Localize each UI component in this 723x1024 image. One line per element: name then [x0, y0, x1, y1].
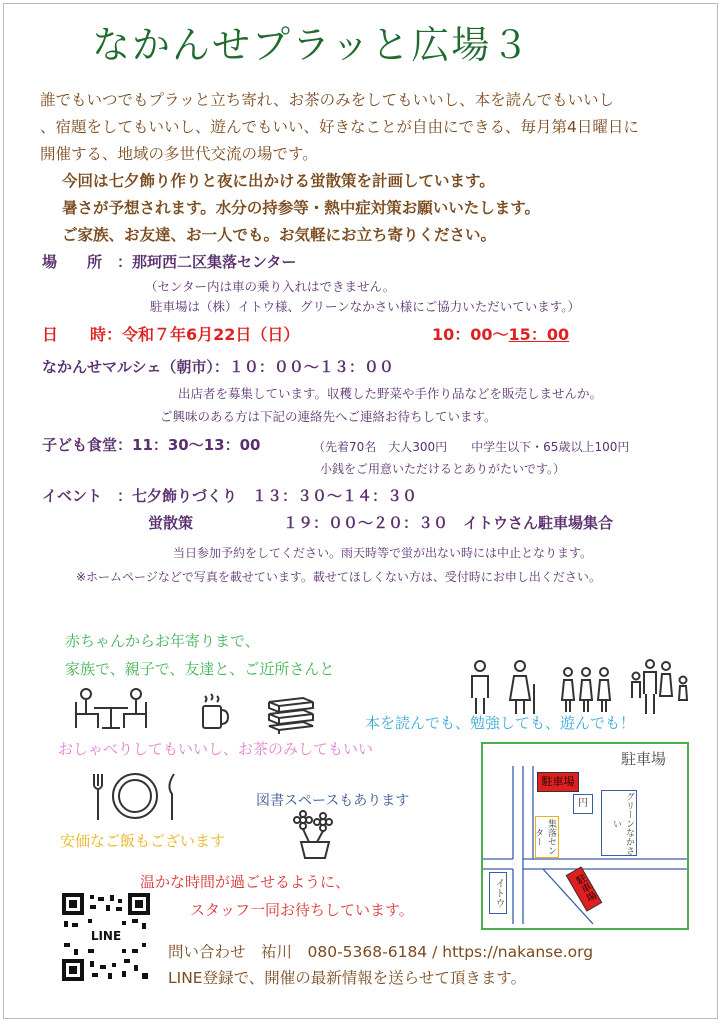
venue-note-1: （センター内は車の乗り入れはできません。 [145, 279, 396, 294]
map-green-store: グリーンなかさい [601, 790, 637, 856]
meal-text: 安価なご飯もございます [60, 832, 226, 850]
family-icon [468, 658, 698, 718]
venue-note-2: 駐車場は（株）イトウ様、グリーンなかさい様にご協力いただいています。） [150, 299, 581, 314]
qr-label: LINE [90, 929, 122, 943]
library-text: 図書スペースもあります [256, 793, 410, 809]
map-parking-2: 駐車場 [566, 866, 603, 911]
marche-note-1: 出店者を募集しています。収穫した野菜や手作り品などを販売しませんか。 [178, 386, 603, 401]
greeting-line-1: 赤ちゃんからお年寄りまで、 [65, 632, 260, 650]
table-chairs-icon [72, 688, 150, 732]
chat-text: おしゃべりしてもいいし、お茶のみしてもいい [58, 740, 374, 758]
marche-note-2: ご興味のある方は下記の連絡先へご連絡お待ちしています。 [160, 409, 497, 424]
events-note-1: 当日参加予約をしてください。雨天時等で蛍が出ない時には中止となります。 [173, 546, 593, 560]
map-shrine: 円 [573, 794, 593, 814]
contact-line-2: LINE登録で、開催の最新情報を送らせて頂きます。 [168, 969, 527, 987]
kids-cafeteria-note-1: （先着70名 大人300円 中学生以下・65歳以上100円 [313, 440, 630, 454]
map-parking-1: 駐車場 [537, 772, 579, 792]
map-ito: イトウ [489, 872, 507, 914]
parking-map [481, 742, 689, 930]
greeting-line-2: 家族で、親子で、友達と、ご近所さんと [65, 660, 335, 678]
events-firefly: 蛍散策 １９：００〜２０：３０ イトウさん駐車場集合 [148, 514, 614, 532]
books-icon [265, 694, 317, 734]
line-qr-code[interactable] [62, 893, 150, 981]
plate-cutlery-icon [90, 770, 180, 824]
datetime-label: 日 時：令和７年6月22日（日） [42, 325, 300, 344]
activity-text: 本を読んでも、勉強しても、遊んでも！ [365, 714, 636, 732]
venue-label: 場 所 ：那珂西二区集落センター [42, 253, 297, 271]
kids-cafeteria-note-2: 小銭をご用意いただけるとありがたいです。） [320, 462, 566, 476]
map-center: 集落センター [535, 816, 559, 858]
intro-line-5: 暑さが予想されます。水分の持参等・熱中症対策お願いいたします。 [62, 199, 541, 217]
datetime-time [432, 322, 569, 345]
intro-line-6: ご家族、お友達、お一人でも。お気軽にお立ち寄りください。 [62, 226, 497, 244]
intro-line-1: 誰でもいつでもプラッと立ち寄れ、お茶のみをしてもいいし、本を読んでもいいし [40, 91, 615, 109]
datetime-start: 10：00〜 [432, 325, 509, 344]
warm-time-line-1: 温かな時間が過ごせるように、 [140, 873, 351, 891]
marche-label: なかんせマルシェ（朝市）：１０：００〜１３：００ [42, 358, 394, 376]
coffee-cup-icon [199, 692, 229, 732]
intro-line-3: 開催する、地域の多世代交流の場です。 [40, 145, 318, 163]
page-title: なかんせプラッと広場３ [92, 23, 532, 67]
datetime-end: 15：00 [508, 325, 570, 344]
warm-time-line-2: スタッフ一同お待ちしています。 [190, 901, 414, 919]
events-label: イベント ：七夕飾りづくり １３：３０〜１４：３０ [42, 487, 418, 505]
intro-line-2: 、宿題をしてもいいし、遊んでもいい、好きなことが自由にできる、毎月第4日曜日に [40, 118, 639, 136]
events-note-2: ※ホームページなどで写真を載せています。載せてほしくない方は、受付時にお申し出ください。 [76, 570, 601, 584]
intro-line-4: 今回は七夕飾り作りと夜に出かける蛍散策を計画しています。 [62, 172, 495, 190]
map-title: 駐車場 [621, 750, 667, 768]
flower-pot-icon [293, 810, 337, 860]
contact-line-1: 問い合わせ 祐川 080-5368-6184 / https://nakanse.org [168, 943, 594, 961]
kids-cafeteria-label: 子ども食堂：11：30〜13：00 [42, 436, 261, 454]
